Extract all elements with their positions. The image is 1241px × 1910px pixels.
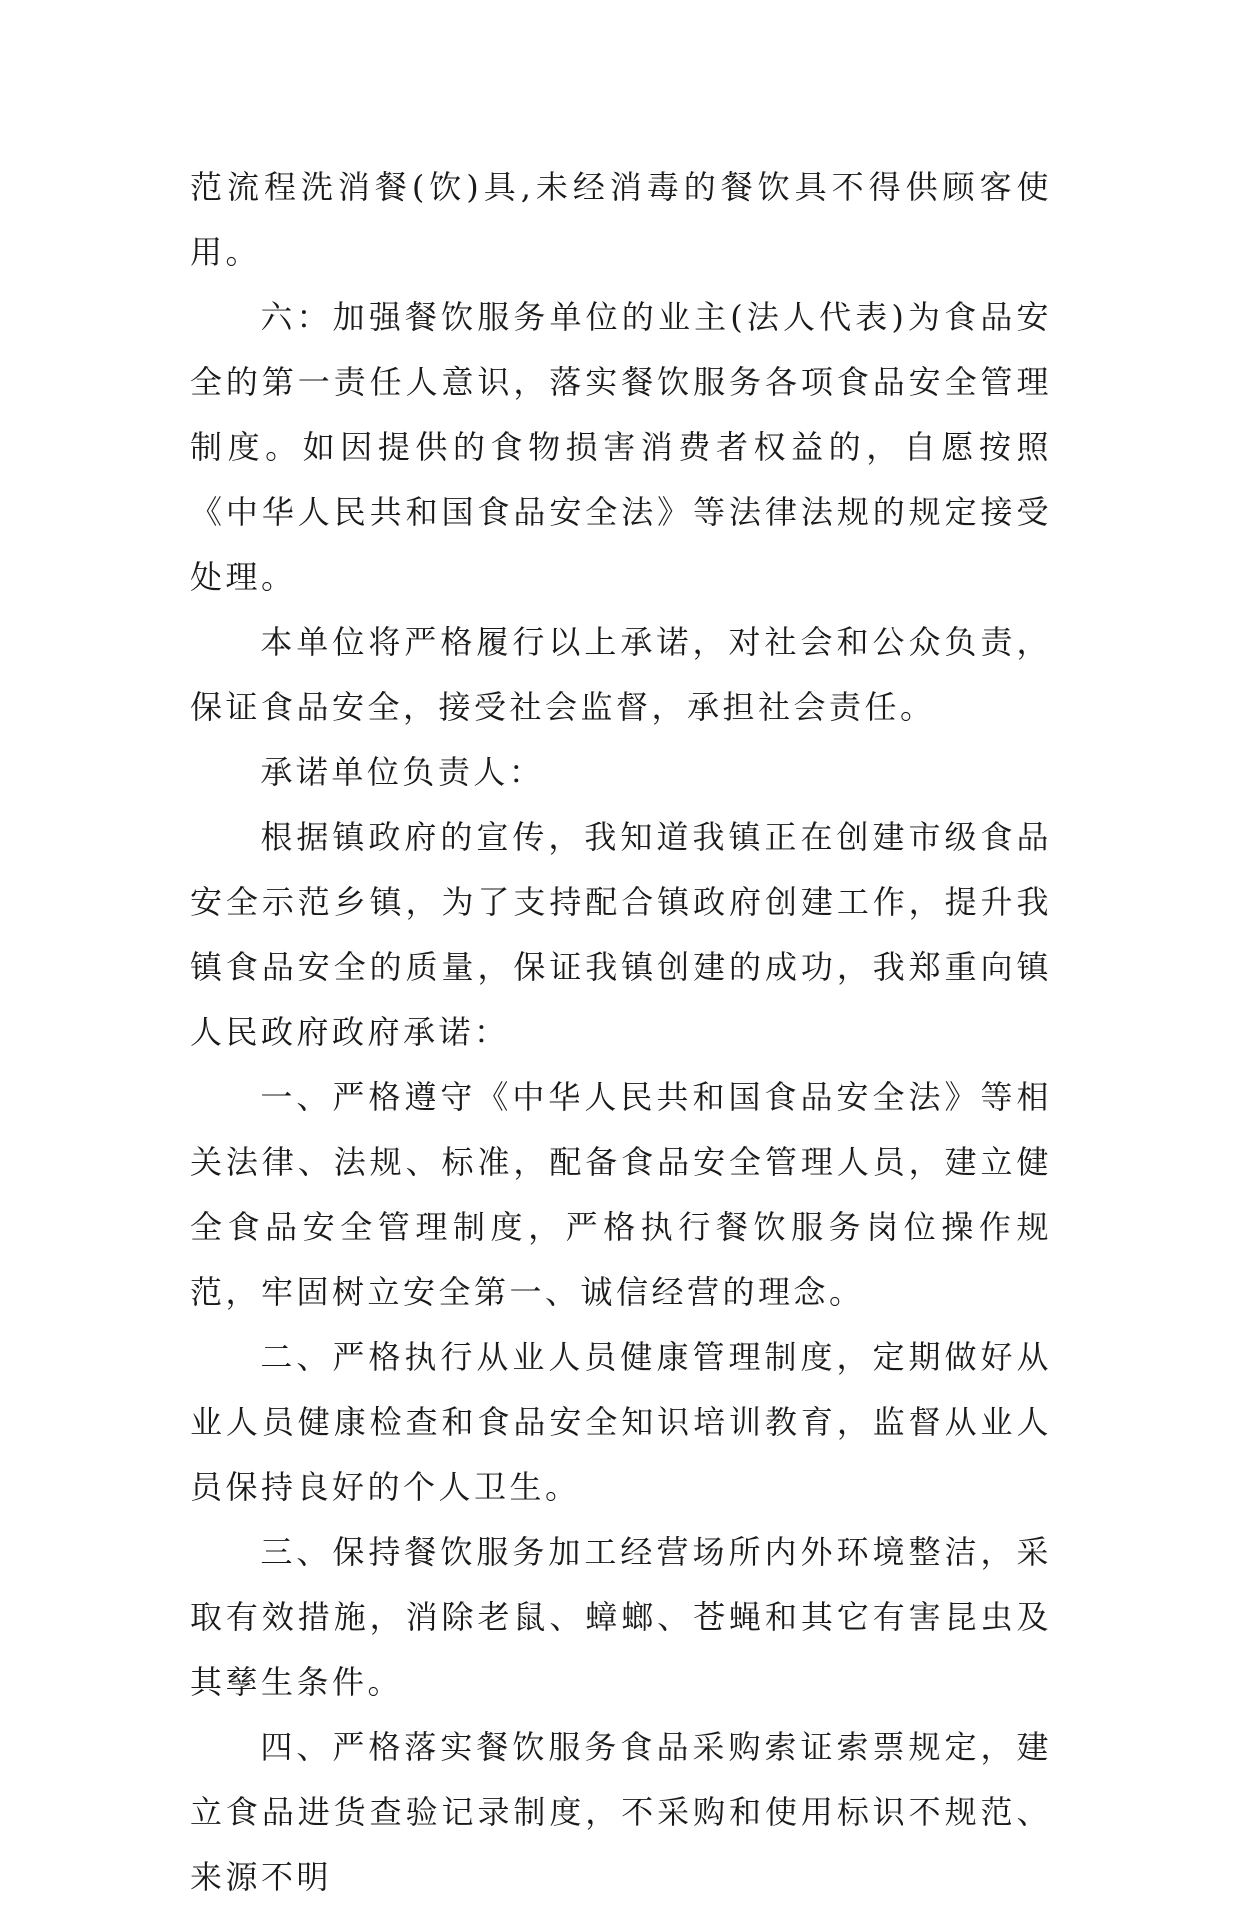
paragraph-item-three: 三、保持餐饮服务加工经营场所内外环境整洁，采取有效措施，消除老鼠、蟑螂、苍蝇和其它有害昆虫及其孳生条件。	[190, 1533, 1052, 1701]
paragraph-item-six: 六：加强餐饮服务单位的业主(法人代表)为食品安全的第一责任人意识，落实餐饮服务各项食品安全管理制度。如因提供的食物损害消费者权益的，自愿按照《中华人民共和国食品安全法》等法律法规的规定接受处理。	[190, 298, 1052, 596]
paragraph-commitment: 本单位将严格履行以上承诺，对社会和公众负责，保证食品安全，接受社会监督，承担社会责任。	[190, 623, 1052, 726]
document-body	[190, 155, 1052, 1910]
paragraph-item-four: 四、严格落实餐饮服务食品采购索证索票规定，建立食品进货查验记录制度，不采购和使用标识不规范、来源不明	[190, 1728, 1052, 1896]
paragraph-continued: 范流程洗消餐(饮)具,未经消毒的餐饮具不得供顾客使用。	[190, 168, 1052, 271]
paragraph-signatory: 承诺单位负责人：	[260, 753, 545, 791]
paragraph-item-two: 二、严格执行从业人员健康管理制度，定期做好从业人员健康检查和食品安全知识培训教育，监督从业人员保持良好的个人卫生。	[190, 1338, 1052, 1506]
paragraph-intro: 根据镇政府的宣传，我知道我镇正在创建市级食品安全示范乡镇，为了支持配合镇政府创建工作，提升我镇食品安全的质量，保证我镇创建的成功，我郑重向镇人民政府政府承诺：	[190, 818, 1052, 1051]
paragraph-item-one: 一、严格遵守《中华人民共和国食品安全法》等相关法律、法规、标准，配备食品安全管理人员，建立健全食品安全管理制度，严格执行餐饮服务岗位操作规范，牢固树立安全第一、诚信经营的理念。	[190, 1078, 1052, 1311]
